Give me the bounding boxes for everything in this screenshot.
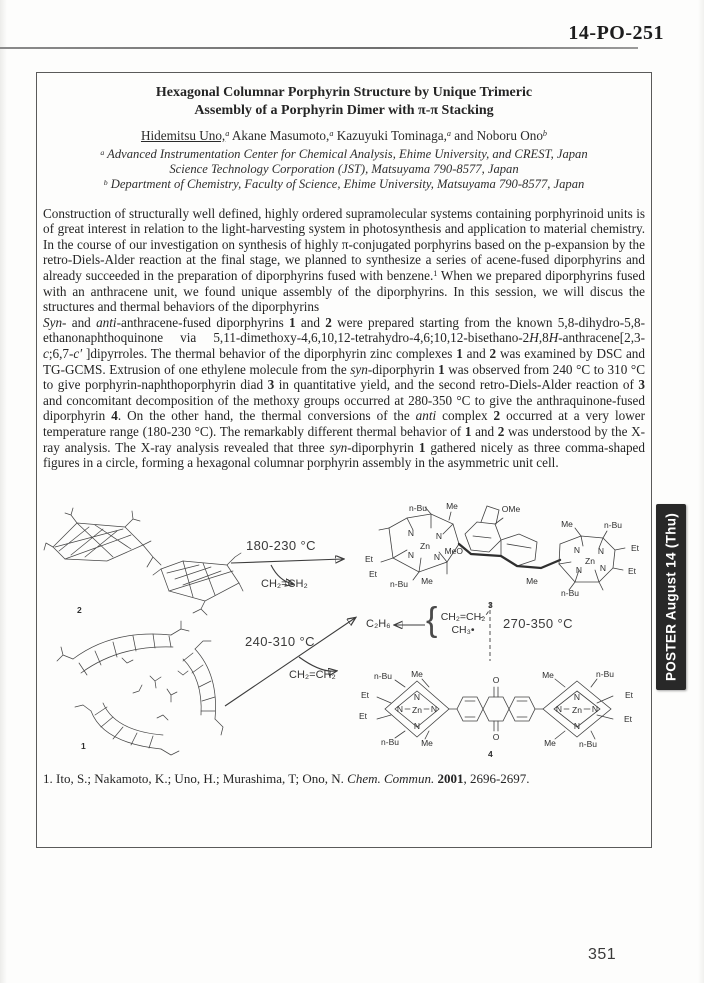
atom-zn: Zn [420,540,430,551]
atom-n: N [407,549,415,560]
structure-3-number: 3 [488,599,493,610]
substituent-et: Et [625,689,634,700]
temperature-label-2: 240-310 °C [245,633,315,649]
substituent-nbu: n-Bu [596,668,614,679]
temperature-label-3: 270-350 °C [503,615,573,631]
atom-n: N [413,720,421,731]
paper-title-line1: Hexagonal Columnar Porphyrin Structure by Unique Trimeric [155,85,533,100]
atom-n: N [599,562,607,573]
affiliation-a-line1: $^a$ Advanced Instrumentation Center for Chemical Analysis, Ehime University, and CREST, Japan [100,147,588,161]
substituent-et: Et [360,689,370,700]
reference-1: 1. Ito, S.; Nakamoto, K.; Uno, H.; Murashima, T; Ono, N. Chem. Commun. 2001, 2696-2697. [43,770,530,786]
atom-n: N [591,703,599,714]
atom-n: N [555,703,563,714]
ethylene-formula-2: CH₂=CH₂ [289,668,336,681]
atom-n: N [435,530,443,541]
atom-zn: Zn [572,704,582,715]
substituent-nbu: n-Bu [374,670,392,681]
abstract-body [43,206,645,471]
atom-n: N [396,703,404,714]
substituent-et: Et [364,553,374,564]
atom-o: O [492,674,500,685]
atom-n: N [597,545,605,556]
substituent-me: Me [542,669,554,680]
substituent-et: Et [358,710,368,721]
substituent-me: Me [544,737,556,748]
substituent-et: Et [631,542,640,553]
atom-zn: Zn [585,555,595,566]
lost-ethylene: CH₂=CH₂ [440,610,486,623]
substituent-me: Me [421,575,433,586]
atom-n: N [573,720,581,731]
substituent-et: Et [628,565,637,576]
poster-session-tab-label: POSTER August 14 (Thu) [663,512,679,682]
affiliation-a-line2: Science Technology Corporation (JST), Matsuyama 790-8577, Japan [169,162,519,177]
substituent-nbu: n-Bu [561,587,579,598]
abstract-box [36,72,652,848]
paragraph-1: Construction of structurally well defined, highly ordered supramolecular systems containing porphyrinoid units is of great interest in relation to the light-harvesting system in photosynthesis and application to material chemistry. In the course of our investigation on synthesis of highly π-conjugated porphyrins based on the p-expansion by the retro-Diels-Alder reaction at the final stage, we planned to synthesize a series of acene-fused diporphyrins and already succeeded in the preparation of diporphyrins fused with benzene.$^1$ When we prepared diporphyrins fused with an anthracene unit, we found unique assembly of the diporphyrins. In this session, we will discus the structures and thermal behaviors of the diporphyrins [43,205,645,315]
substituent-me: Me [446,500,458,511]
atom-zn: Zn [412,704,422,715]
lost-methyl-radical: CH₃• [451,623,475,636]
substituent-meo: MeO [444,545,463,556]
brace-glyph: { [426,600,438,639]
atom-n: N [573,544,581,555]
atom-n: N [433,551,441,562]
arrow-180-230 [231,559,343,563]
structure-2-number: 2 [77,604,82,615]
structure-4-number: 4 [488,748,493,759]
substituent-me: Me [526,575,538,586]
substituent-ome: OMe [501,503,521,514]
atom-n: N [407,527,415,538]
atom-n: N [575,564,583,575]
substituent-nbu: n-Bu [604,519,622,530]
poster-session-tab [656,504,686,690]
authors-line: Hidemitsu Uno,$^a$ Akane Masumoto,$^a$ Kazuyuki Tominaga,$^a$ and Noboru Ono$^b$ [140,128,548,143]
atom-o: O [492,731,500,742]
structure-3-drawing [355,498,667,620]
ethylene-formula-1: CH₂=CH₂ [261,577,308,590]
substituent-nbu: n-Bu [381,736,399,747]
substituent-me: Me [421,737,433,748]
header-rule [0,47,638,49]
substituent-nbu: n-Bu [409,502,427,513]
paragraph-2: Syn- and anti-anthracene-fused diporphyrins 1 and 2 were prepared starting from the known 5,8-dihydro-5,8-ethanonaphthoquinone via 5,11-dimethoxy-4,6,10,12-tetrahydro-4,6;10,12-bisethano-2H,8H-anthracene[2,3-c;6,7-c′ ]dipyrroles. The thermal behavior of the diporphyrin zinc complexes 1 and 2 was examined by DSC and TG-GCMS. Extrusion of one ethylene molecule from the syn-diporphyrin 1 was observed from 240 °C to 310 °C to give porphyrin-naphthoporphyrin diad 3 in quantitative yield, and the second retro-Diels-Alder reaction of 3 and concomitant decomposition of the methoxy groups occurred at 280-350 °C to give the anthraquinone-fused diporphyrin 4. On the other hand, the thermal conversions of the anti complex 2 occurred at a very lower temperature range (180-230 °C). The remarkably different thermal behavior of 1 and 2 was understood by the X-ray analysis. The X-ray analysis revealed that three syn-diporphyrin 1 gathered nicely as three comma-shaped figures in a circle, forming a hexagonal columnar porphyrin assembly in the asymmetric unit cell. [43,314,645,471]
substituent-me: Me [561,518,573,529]
page-number: 351 [588,946,617,963]
atom-n: N [573,691,581,702]
arrow-240-310 [225,618,355,706]
substituent-et: Et [368,568,378,579]
reaction-scheme-figure [43,477,645,769]
atom-n: N [430,703,438,714]
atom-n: N [413,691,421,702]
ethane-formula: C₂H₆ [366,617,391,630]
substituent-nbu: n-Bu [390,578,408,589]
paper-title-line2: Assembly of a Porphyrin Dimer with π-π Stacking [194,102,494,118]
affiliation-b: $^b$ Department of Chemistry, Faculty of Science, Ehime University, Matsuyama 790-8577, Japan [103,177,585,192]
paper-title [43,84,645,119]
substituent-nbu: n-Bu [579,738,597,749]
structure-1-number: 1 [81,740,86,751]
poster-code: 14-PO-251 [568,22,664,44]
substituent-et: Et [624,713,633,724]
structure-4-drawing [345,669,671,765]
affiliations [43,147,645,193]
temperature-label-1: 180-230 °C [246,537,316,553]
substituent-me: Me [411,668,423,679]
